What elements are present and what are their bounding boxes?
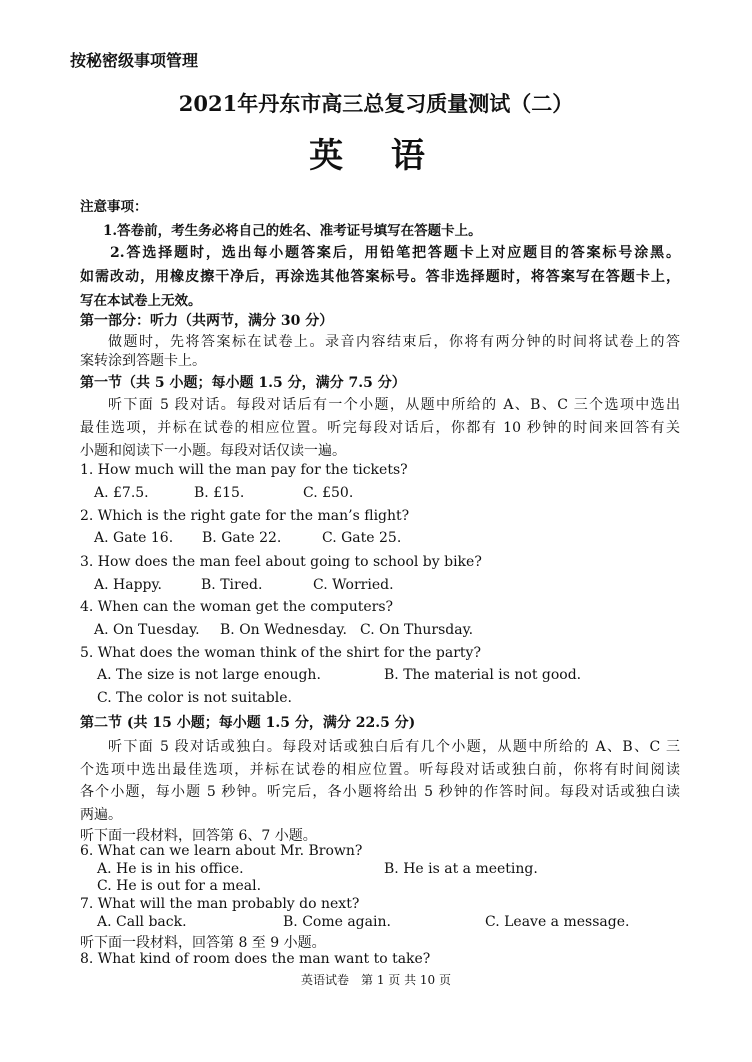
group-instruction-8-9: 听下面一段材料，回答第 8 至 9 小题。: [80, 935, 326, 951]
group-instruction-6-7: 听下面一段材料，回答第 6、7 小题。: [80, 828, 317, 844]
section1-intro-line-1: 听下面 5 段对话。每段对话后有一个小题，从题中所给的 A、B、C 三个选项中选出: [108, 397, 680, 413]
section1-heading: 第一节（共 5 小题；每小题 1.5 分，满分 7.5 分）: [80, 375, 406, 391]
question-4-option-a: A. On Tuesday.: [94, 622, 200, 638]
question-1-option-b: B. £15.: [194, 485, 245, 501]
question-1: 1. How much will the man pay for the tickets?: [80, 462, 408, 478]
notes-item-1: 1.答卷前，考生务必将自己的姓名、准考证号填写在答题卡上。: [103, 223, 482, 239]
question-3-option-c: C. Worried.: [313, 577, 394, 593]
question-2-option-b: B. Gate 22.: [202, 530, 282, 546]
question-6-option-a: A. He is in his office.: [97, 861, 244, 877]
notes-item-2-line-2: 如需改动，用橡皮擦干净后，再涂选其他答案标号。答非选择题时，将答案写在答题卡上，: [80, 269, 680, 285]
question-1-option-a: A. £7.5.: [94, 485, 149, 501]
confidentiality-note: 按秘密级事项管理: [70, 51, 199, 70]
question-5: 5. What does the woman think of the shirt for the party?: [80, 645, 481, 661]
question-6-option-b: B. He is at a meeting.: [384, 861, 538, 877]
section2-intro-line-3: 各个小题，每小题 5 秒钟。听完后，各小题将给出 5 秒钟的作答时间。每段对话或独白读: [80, 784, 680, 800]
question-7-option-c: C. Leave a message.: [485, 914, 630, 930]
part1-intro-line-2: 案转涂到答题卡上。: [80, 353, 206, 369]
part1-heading: 第一部分：听力（共两节，满分 30 分）: [80, 313, 334, 329]
section2-heading: 第二节 (共 15 小题；每小题 1.5 分，满分 22.5 分): [80, 715, 416, 731]
question-1-option-c: C. £50.: [303, 485, 354, 501]
question-7-option-a: A. Call back.: [97, 914, 187, 930]
exam-title: 2021年丹东市高三总复习质量测试（二）: [178, 91, 574, 116]
question-4-option-c: C. On Thursday.: [360, 622, 474, 638]
question-3-option-a: A. Happy.: [94, 577, 162, 593]
page-footer: 英语试卷 第 1 页 共 10 页: [301, 973, 451, 987]
notes-heading: 注意事项：: [80, 199, 148, 215]
subject-title: 英 语: [309, 136, 443, 176]
question-6: 6. What can we learn about Mr. Brown?: [80, 843, 363, 859]
question-3: 3. How does the man feel about going to school by bike?: [80, 554, 482, 570]
notes-item-2-line-3: 写在本试卷上无效。: [80, 293, 202, 309]
question-3-option-b: B. Tired.: [201, 577, 263, 593]
question-2-option-c: C. Gate 25.: [322, 530, 402, 546]
question-5-option-b: B. The material is not good.: [384, 667, 582, 683]
question-2: 2. Which is the right gate for the man’s flight?: [80, 508, 410, 524]
section1-intro-line-3: 小题和阅读下一小题。每段对话仅读一遍。: [80, 443, 346, 459]
section2-intro-line-1: 听下面 5 段对话或独白。每段对话或独白后有几个小题，从题中所给的 A、B、C 三: [108, 739, 680, 755]
question-2-option-a: A. Gate 16.: [94, 530, 174, 546]
section2-intro-line-4: 两遍。: [80, 807, 122, 823]
question-7: 7. What will the man probably do next?: [80, 896, 360, 912]
question-8: 8. What kind of room does the man want to take?: [80, 951, 431, 967]
question-7-option-b: B. Come again.: [283, 914, 391, 930]
question-4: 4. When can the woman get the computers?: [80, 599, 394, 615]
question-4-option-b: B. On Wednesday.: [220, 622, 347, 638]
question-5-option-c: C. The color is not suitable.: [97, 690, 292, 706]
question-5-option-a: A. The size is not large enough.: [97, 667, 321, 683]
notes-item-2-line-1: 2.答选择题时，选出每小题答案后，用铅笔把答题卡上对应题目的答案标号涂黑。: [110, 245, 680, 261]
section2-intro-line-2: 个选项中选出最佳选项，并标在试卷的相应位置。听每段对话或独白前，你将有时间阅读: [80, 762, 680, 778]
question-6-option-c: C. He is out for a meal.: [97, 878, 262, 894]
section1-intro-line-2: 最佳选项，并标在试卷的相应位置。听完每段对话后，你都有 10 秒钟的时间来回答有关: [80, 420, 680, 436]
part1-intro-line-1: 做题时，先将答案标在试卷上。录音内容结束后，你将有两分钟的时间将试卷上的答: [108, 334, 680, 350]
